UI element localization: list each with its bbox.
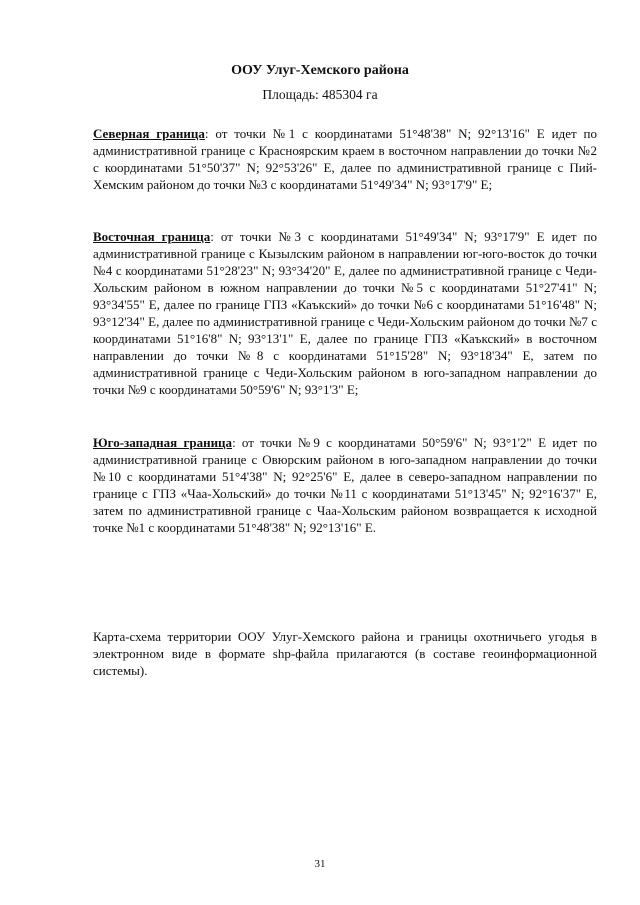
southwest-border-text: : от точки №9 с координатами 50°59'6" N; 93°1'2" E идет по административной границе с Овюрским районом в юго-западном направлении до точки №10 с координатами 51°4'38" N; 92°25'6" E, далее в северо-западном направлении по границе с ГПЗ «Чаа-Хольский» до точки №11 с координатами 51°13'45" N; 92°16'37" E, затем по административной границе с Чаа-Хольским районом возвращается к исходной точке №1 с координатами 51°48'38" N; 92°13'16" E.: [93, 435, 598, 535]
east-border-section: [93, 228, 597, 398]
north-border-text: : от точки №1 с координатами 51°48'38" N; 92°13'16" E идет по административной границе с Красноярским краем в восточном направлении до точки №2 с координатами 51°50'37" N; 92°53'26" E, далее по административной границе с Пий-Хемским районом до точки №3 с координатами 51°49'34" N; 93°17'9" E;: [93, 126, 598, 192]
southwest-border-section: [93, 434, 597, 536]
map-note: Карта-схема территории ООУ Улуг-Хемского района и границы охотничьего угодья в электронном виде в формате shp-файла прилагаются (в составе геоинформационной системы).: [93, 629, 597, 678]
north-border-heading: Северная граница: [93, 126, 205, 141]
document-title: ООУ Улуг-Хемского района: [231, 63, 409, 78]
north-border-section: [93, 125, 597, 193]
southwest-border-heading: Юго-западная граница: [93, 435, 233, 450]
east-border-heading: Восточная граница: [93, 229, 211, 244]
page-number: 31: [314, 858, 326, 870]
area-line: Площадь: 485304 га: [262, 87, 378, 102]
east-border-text: : от точки №3 с координатами 51°49'34" N; 93°17'9" E идет по административной границе с Кызылским районом в направлении юг-юго-восток до точки №4 с координатами 51°28'23" N; 93°34'20" E, далее по административной границе с Чеди-Хольским районом в южном направлении до точки №5 с координатами 51°27'41" N; 93°34'55" E, далее по границе ГПЗ «Каъкский» до точки №6 с координатами 51°16'48" N; 93°12'34" E, далее по административной границе с Чеди-Хольским районом до точки №7 с координатами 51°16'8" N; 93°13'1" E, далее по границе ГПЗ «Каъкский» в восточном направлении до точки №8 с координатами 51°15'28" N; 93°18'34" E, затем по административной границе с Чеди-Хольским районом в юго-западном направлении до точки №9 с координатами 50°59'6" N; 93°1'3" E;: [93, 229, 597, 397]
